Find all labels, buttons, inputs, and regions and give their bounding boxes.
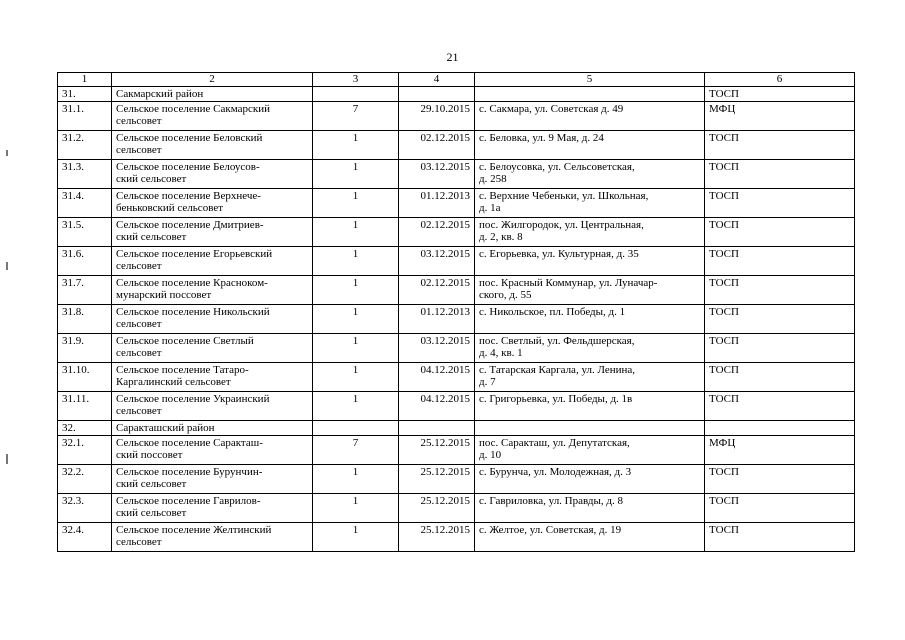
column-header: 5 <box>475 73 705 87</box>
table-cell-c6: ТОСП <box>705 464 855 493</box>
header-row <box>58 73 855 87</box>
register-table <box>57 72 855 552</box>
table-cell-c4: 04.12.2015 <box>399 362 475 391</box>
table-row <box>58 188 855 217</box>
table-cell-c6: МФЦ <box>705 435 855 464</box>
table-cell-c6 <box>705 420 855 435</box>
table-cell-c6: ТОСП <box>705 188 855 217</box>
table-cell-c1: 31.7. <box>58 275 112 304</box>
table-row <box>58 391 855 420</box>
table-cell-c1: 32. <box>58 420 112 435</box>
table-cell-c6: ТОСП <box>705 86 855 101</box>
table-row <box>58 333 855 362</box>
column-header: 6 <box>705 73 855 87</box>
table-row <box>58 493 855 522</box>
table-cell-c6: ТОСП <box>705 493 855 522</box>
table-cell-c2: Сельское поселение Красноком- мунарский поссовет <box>112 275 313 304</box>
table-cell-c4: 25.12.2015 <box>399 464 475 493</box>
table-cell-c1: 31.2. <box>58 130 112 159</box>
table-cell-c2: Сельское поселение Беловский сельсовет <box>112 130 313 159</box>
table-cell-c5: с. Григорьевка, ул. Победы, д. 1в <box>475 391 705 420</box>
table-row <box>58 522 855 551</box>
table-cell-c2: Сельское поселение Егорьевский сельсовет <box>112 246 313 275</box>
table-cell-c3: 7 <box>313 101 399 130</box>
table-cell-c5: с. Желтое, ул. Советская, д. 19 <box>475 522 705 551</box>
table-cell-c5: с. Белоусовка, ул. Сельсоветская, д. 258 <box>475 159 705 188</box>
table-cell-c1: 31.10. <box>58 362 112 391</box>
table-cell-c4 <box>399 420 475 435</box>
table-cell-c2: Сельское поселение Желтинский сельсовет <box>112 522 313 551</box>
table-cell-c2: Саракташский район <box>112 420 313 435</box>
table-cell-c6: ТОСП <box>705 275 855 304</box>
table-cell-c1: 31.9. <box>58 333 112 362</box>
table-row <box>58 101 855 130</box>
table-row <box>58 159 855 188</box>
table-cell-c2: Сельское поселение Украинский сельсовет <box>112 391 313 420</box>
table-cell-c5 <box>475 86 705 101</box>
table-cell-c6: ТОСП <box>705 130 855 159</box>
table-cell-c5: с. Егорьевка, ул. Культурная, д. 35 <box>475 246 705 275</box>
table-cell-c1: 32.2. <box>58 464 112 493</box>
table-cell-c1: 31.1. <box>58 101 112 130</box>
margin-mark <box>6 454 8 464</box>
table-cell-c5: с. Никольское, пл. Победы, д. 1 <box>475 304 705 333</box>
table-cell-c4: 03.12.2015 <box>399 333 475 362</box>
table-cell-c1: 32.1. <box>58 435 112 464</box>
table-cell-c3: 1 <box>313 275 399 304</box>
table-cell-c6: МФЦ <box>705 101 855 130</box>
table-cell-c3: 1 <box>313 493 399 522</box>
table-cell-c5: пос. Красный Коммунар, ул. Луначар- ского, д. 55 <box>475 275 705 304</box>
table-cell-c1: 32.4. <box>58 522 112 551</box>
table-cell-c5: с. Верхние Чебеньки, ул. Школьная, д. 1а <box>475 188 705 217</box>
column-header: 1 <box>58 73 112 87</box>
table-cell-c3: 1 <box>313 391 399 420</box>
table-cell-c3: 1 <box>313 217 399 246</box>
table-cell-c2: Сельское поселение Верхнече- беньковский сельсовет <box>112 188 313 217</box>
table-cell-c3: 1 <box>313 464 399 493</box>
column-header: 4 <box>399 73 475 87</box>
table-cell-c5: пос. Саракташ, ул. Депутатская, д. 10 <box>475 435 705 464</box>
table-cell-c2: Сельское поселение Светлый сельсовет <box>112 333 313 362</box>
table-cell-c4: 03.12.2015 <box>399 246 475 275</box>
table-cell-c6: ТОСП <box>705 522 855 551</box>
table-cell-c5: пос. Светлый, ул. Фельдшерская, д. 4, кв. 1 <box>475 333 705 362</box>
table-row <box>58 275 855 304</box>
table-cell-c3 <box>313 420 399 435</box>
table-cell-c2: Сельское поселение Белоусов- ский сельсовет <box>112 159 313 188</box>
table-cell-c6: ТОСП <box>705 391 855 420</box>
table-cell-c5: пос. Жилгородок, ул. Центральная, д. 2, кв. 8 <box>475 217 705 246</box>
table-cell-c1: 31.5. <box>58 217 112 246</box>
table-cell-c3: 1 <box>313 130 399 159</box>
table-cell-c6: ТОСП <box>705 333 855 362</box>
table-cell-c3: 1 <box>313 159 399 188</box>
table-cell-c1: 31.3. <box>58 159 112 188</box>
table-row <box>58 130 855 159</box>
table-cell-c1: 31. <box>58 86 112 101</box>
table-row <box>58 86 855 101</box>
table-cell-c4: 25.12.2015 <box>399 493 475 522</box>
table-cell-c5: с. Гавриловка, ул. Правды, д. 8 <box>475 493 705 522</box>
table-cell-c5: с. Беловка, ул. 9 Мая, д. 24 <box>475 130 705 159</box>
table-cell-c1: 31.8. <box>58 304 112 333</box>
table-cell-c3: 1 <box>313 188 399 217</box>
table-row <box>58 217 855 246</box>
table-cell-c4: 02.12.2015 <box>399 130 475 159</box>
table-cell-c5: с. Татарская Каргала, ул. Ленина, д. 7 <box>475 362 705 391</box>
table-cell-c5: с. Сакмара, ул. Советская д. 49 <box>475 101 705 130</box>
table-cell-c4: 02.12.2015 <box>399 217 475 246</box>
table-cell-c6: ТОСП <box>705 362 855 391</box>
table-cell-c2: Сельское поселение Гаврилов- ский сельсовет <box>112 493 313 522</box>
table-cell-c5 <box>475 420 705 435</box>
table-cell-c5: с. Бурунча, ул. Молодежная, д. 3 <box>475 464 705 493</box>
table-cell-c3: 1 <box>313 304 399 333</box>
table-cell-c3: 7 <box>313 435 399 464</box>
table-row <box>58 304 855 333</box>
table-cell-c1: 31.11. <box>58 391 112 420</box>
table-cell-c3: 1 <box>313 522 399 551</box>
table-cell-c2: Сельское поселение Татаро- Каргалинский сельсовет <box>112 362 313 391</box>
table-cell-c2: Сакмарский район <box>112 86 313 101</box>
page-number: 21 <box>446 50 459 64</box>
table-cell-c4: 25.12.2015 <box>399 522 475 551</box>
table-cell-c3: 1 <box>313 246 399 275</box>
table-cell-c6: ТОСП <box>705 159 855 188</box>
table-cell-c2: Сельское поселение Дмитриев- ский сельсовет <box>112 217 313 246</box>
margin-mark <box>6 262 8 270</box>
table-cell-c4: 04.12.2015 <box>399 391 475 420</box>
table-cell-c1: 31.4. <box>58 188 112 217</box>
table-row <box>58 420 855 435</box>
table-cell-c3: 1 <box>313 333 399 362</box>
table-cell-c3: 1 <box>313 362 399 391</box>
table-cell-c1: 31.6. <box>58 246 112 275</box>
table-cell-c4: 01.12.2013 <box>399 188 475 217</box>
margin-mark <box>6 150 8 156</box>
table-row <box>58 362 855 391</box>
table-cell-c2: Сельское поселение Никольский сельсовет <box>112 304 313 333</box>
table-cell-c4: 02.12.2015 <box>399 275 475 304</box>
table-row <box>58 435 855 464</box>
table-row <box>58 464 855 493</box>
table-cell-c6: ТОСП <box>705 246 855 275</box>
table-cell-c2: Сельское поселение Саракташ- ский поссовет <box>112 435 313 464</box>
table-cell-c4 <box>399 86 475 101</box>
column-header: 3 <box>313 73 399 87</box>
table-cell-c4: 25.12.2015 <box>399 435 475 464</box>
table-row <box>58 246 855 275</box>
table-cell-c6: ТОСП <box>705 304 855 333</box>
table-cell-c2: Сельское поселение Сакмарский сельсовет <box>112 101 313 130</box>
table-cell-c6: ТОСП <box>705 217 855 246</box>
table-cell-c2: Сельское поселение Бурунчин- ский сельсовет <box>112 464 313 493</box>
table-cell-c4: 01.12.2013 <box>399 304 475 333</box>
table-cell-c4: 29.10.2015 <box>399 101 475 130</box>
table-cell-c3 <box>313 86 399 101</box>
column-header: 2 <box>112 73 313 87</box>
table-cell-c1: 32.3. <box>58 493 112 522</box>
table-cell-c4: 03.12.2015 <box>399 159 475 188</box>
